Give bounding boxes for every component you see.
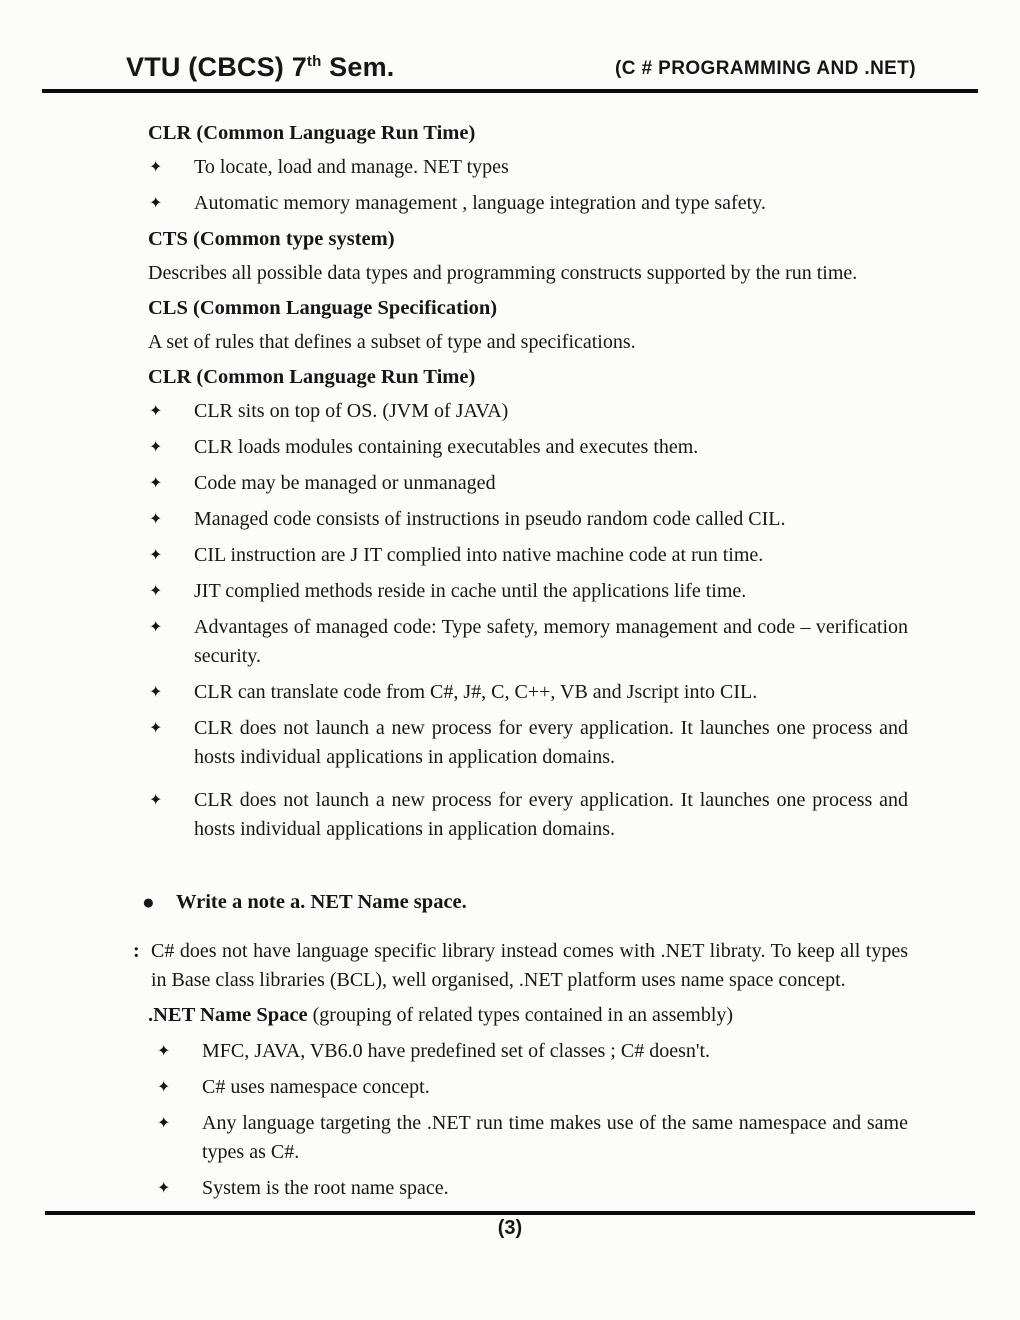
answer-intro-text: C# does not have language specific library instead comes with .NET libraty. To keep all types in Base class libraries (BCL), well organised, .NET platform uses name space concept. [151,940,908,991]
star-bullet-icon: ✦ [149,475,163,492]
bullet-list-item [148,189,908,218]
bullet-list-item [156,1109,908,1167]
list-item-text: CLR loads modules containing executables and executes them. [194,436,699,458]
header-left-title [42,52,395,83]
answer-paragraph [133,937,908,995]
bullet-list-item [148,678,908,707]
list-item-text: CLR does not launch a new process for every application. It launches one process and hosts individual applications in application domains. [194,789,908,840]
bullet-list-item [148,153,908,182]
star-bullet-icon: ✦ [157,1115,171,1132]
subheading-bold: .NET Name Space [148,1004,308,1026]
section-heading: CTS (Common type system) [148,228,395,250]
list-item-text: CLR does not launch a new process for every application. It launches one process and hosts individual applications in application domains. [194,717,908,768]
namespace-subheading [148,1001,908,1030]
bullet-list-item [148,397,908,426]
list-item-text: CLR can translate code from C#, J#, C, C++, VB and Jscript into CIL. [194,681,758,703]
bullet-list-item [148,714,908,772]
bullet-list-item [148,541,908,570]
list-item-text: JIT complied methods reside in cache until the applications life time. [194,580,747,602]
star-bullet-icon: ✦ [149,720,163,737]
bullet-list-item [148,577,908,606]
star-bullet-icon: ✦ [149,159,163,176]
bullet-list-item [156,1174,908,1203]
bullet-list-item [156,1037,908,1066]
list-item-text: CIL instruction are J IT complied into native machine code at run time. [194,544,764,566]
star-bullet-icon: ✦ [149,195,163,212]
body-paragraph: A set of rules that defines a subset of type and specifications. [148,331,636,353]
page-header [42,0,978,93]
list-item-text: C# uses namespace concept. [202,1076,430,1098]
list-item-text: Any language targeting the .NET run time makes use of the same namespace and same types as C#. [202,1112,908,1163]
star-bullet-icon: ✦ [149,439,163,456]
star-bullet-icon: ✦ [157,1043,171,1060]
page-number: (3) [497,1217,523,1239]
question-heading [142,888,908,917]
bullet-list-item [156,1073,908,1102]
list-item-text: Advantages of managed code: Type safety, memory management and code – verification security. [194,616,908,667]
star-bullet-icon: ✦ [149,547,163,564]
list-item-text: Managed code consists of instructions in pseudo random code called CIL. [194,508,786,530]
colon-marker: : [133,940,140,962]
section-heading: CLS (Common Language Specification) [148,297,498,319]
star-bullet-icon: ✦ [149,511,163,528]
section-heading: CLR (Common Language Run Time) [148,122,476,144]
course-title-sup: th [306,53,322,70]
list-item-text: Automatic memory management , language integration and type safety. [194,192,766,214]
star-bullet-icon: ✦ [149,792,163,809]
bullet-list-item [148,786,908,844]
star-bullet-icon: ✦ [149,403,163,420]
star-bullet-icon: ✦ [149,684,163,701]
course-title-rest: Sem. [321,52,395,82]
header-right-title: (C # PROGRAMMING AND .NET) [614,58,916,79]
star-bullet-icon: ✦ [157,1079,171,1096]
list-item-text: To locate, load and manage. NET types [194,156,509,178]
star-bullet-icon: ✦ [149,583,163,600]
section-heading: CLR (Common Language Run Time) [148,366,476,388]
page-footer [45,1211,975,1240]
bullet-list-item [148,469,908,498]
page-content [0,93,1020,1203]
body-paragraph: Describes all possible data types and programming constructs supported by the run time. [148,262,858,284]
bullet-list-item [148,613,908,671]
bullet-list-item [148,505,908,534]
star-bullet-icon: ✦ [157,1180,171,1197]
circle-bullet-icon: ● [142,890,155,914]
subheading-rest: (grouping of related types contained in an assembly) [307,1004,734,1026]
bullet-list-item [148,433,908,462]
list-item-text: CLR sits on top of OS. (JVM of JAVA) [194,400,509,422]
list-item-text: Code may be managed or unmanaged [194,472,496,494]
star-bullet-icon: ✦ [149,619,163,636]
question-text: Write a note a. NET Name space. [176,891,467,913]
course-title-main: VTU (CBCS) 7 [126,52,307,82]
list-item-text: MFC, JAVA, VB6.0 have predefined set of classes ; C# doesn't. [202,1040,711,1062]
list-item-text: System is the root name space. [202,1177,449,1199]
